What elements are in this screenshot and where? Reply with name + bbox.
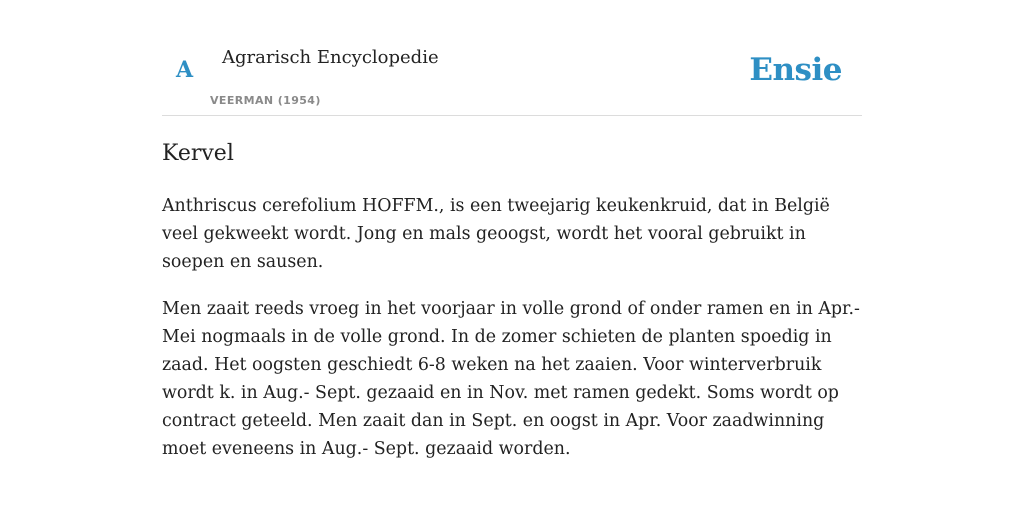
book-logo-link[interactable]: A xyxy=(176,57,194,83)
article-paragraph: Men zaait reeds vroeg in het voorjaar in volle grond of onder ramen en in Apr.-Mei nogmaals in de volle grond. In de zomer schieten de planten spoedig in zaad. Het oogsten geschiedt 6-8 weken na het zaaien. Voor winterverbruik wordt k. in Aug.- Sept. gezaaid en in Nov. met ramen gedekt. Soms wordt op contract geteeld. Men zaait dan in Sept. en oogst in Apr. Voor zaadwinning moet eveneens in Aug.- Sept. gezaaid worden. xyxy=(162,299,860,459)
ensie-brand-logo[interactable]: Ensie xyxy=(749,52,842,88)
book-author-year: VEERMAN (1954) xyxy=(210,94,321,107)
article-paragraph: Anthriscus cerefolium HOFFM., is een tweejarig keukenkruid, dat in België veel gekweekt wordt. Jong en mals geoogst, wordt het vooral gebruikt in soepen en sausen. xyxy=(162,196,830,272)
book-title-link[interactable]: Agrarisch Encyclopedie xyxy=(222,47,439,68)
book-header xyxy=(162,36,862,116)
article xyxy=(162,138,862,463)
article-title: Kervel xyxy=(162,141,234,166)
